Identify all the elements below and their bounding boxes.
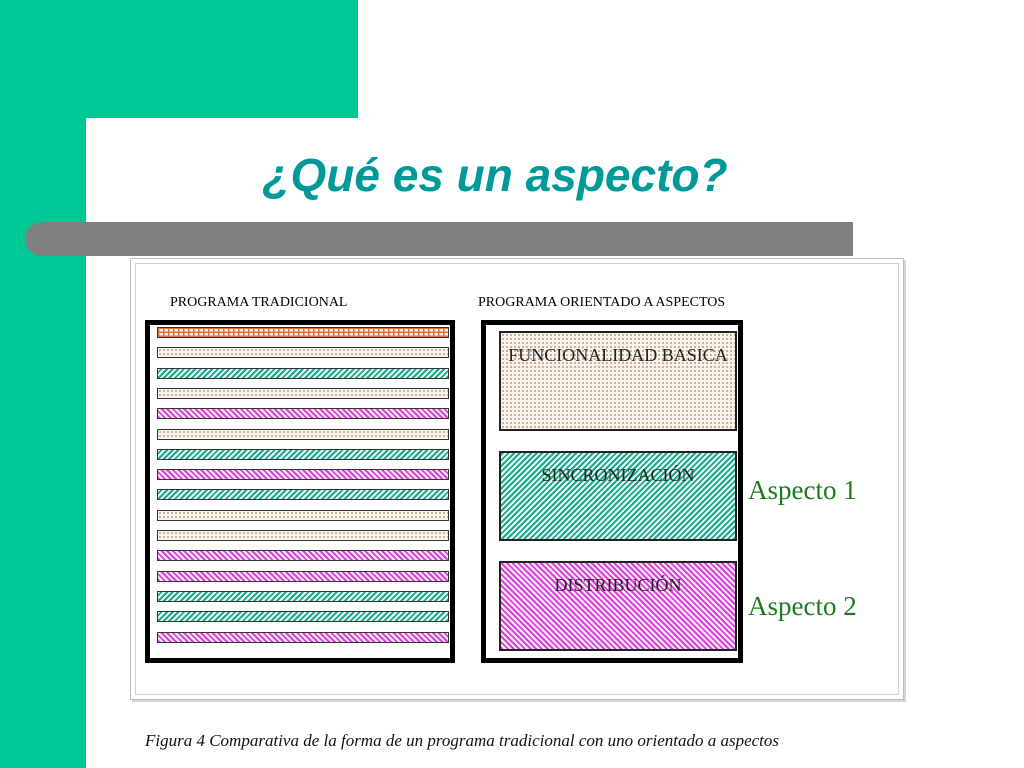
- stripe-dots: [157, 530, 449, 541]
- stripe-magenta: [157, 469, 449, 480]
- title-divider-bar: [25, 222, 853, 256]
- stripe-teal: [157, 611, 449, 622]
- stripe-teal: [157, 591, 449, 602]
- module-distribution: [499, 561, 737, 651]
- stripe-orange-grid: [157, 327, 449, 338]
- module-synchronization: [499, 451, 737, 541]
- stripe-dots: [157, 347, 449, 358]
- stripe-dots: [157, 429, 449, 440]
- left-panel-title: PROGRAMA TRADICIONAL: [170, 295, 348, 310]
- module-synchronization-label: SINCRONIZACIÓN: [541, 465, 695, 485]
- figure-caption: Figura 4 Comparativa de la forma de un programa tradicional con uno orientado a aspectos: [145, 731, 780, 750]
- traditional-program-box: [145, 320, 455, 663]
- stripe-teal: [157, 449, 449, 460]
- stripe-dots: [157, 510, 449, 521]
- stripe-magenta: [157, 408, 449, 419]
- aspect-label-2: Aspecto 2: [748, 591, 857, 621]
- module-distribution-label: DISTRIBUCIÓN: [554, 575, 682, 595]
- stripe-magenta: [157, 550, 449, 561]
- stripe-magenta: [157, 632, 449, 643]
- stripe-teal: [157, 368, 449, 379]
- aspect-label-1: Aspecto 1: [748, 475, 857, 505]
- module-functional: [499, 331, 737, 431]
- aspect-program-box: [481, 320, 743, 663]
- stripe-magenta: [157, 571, 449, 582]
- stripe-teal: [157, 489, 449, 500]
- stripe-dots: [157, 388, 449, 399]
- module-functional-label: FUNCIONALIDAD BASICA: [508, 345, 728, 365]
- accent-block-left: [0, 0, 86, 768]
- slide-title: ¿Qué es un aspecto?: [262, 149, 728, 201]
- figure: [130, 258, 904, 700]
- right-panel-title: PROGRAMA ORIENTADO A ASPECTOS: [478, 295, 726, 310]
